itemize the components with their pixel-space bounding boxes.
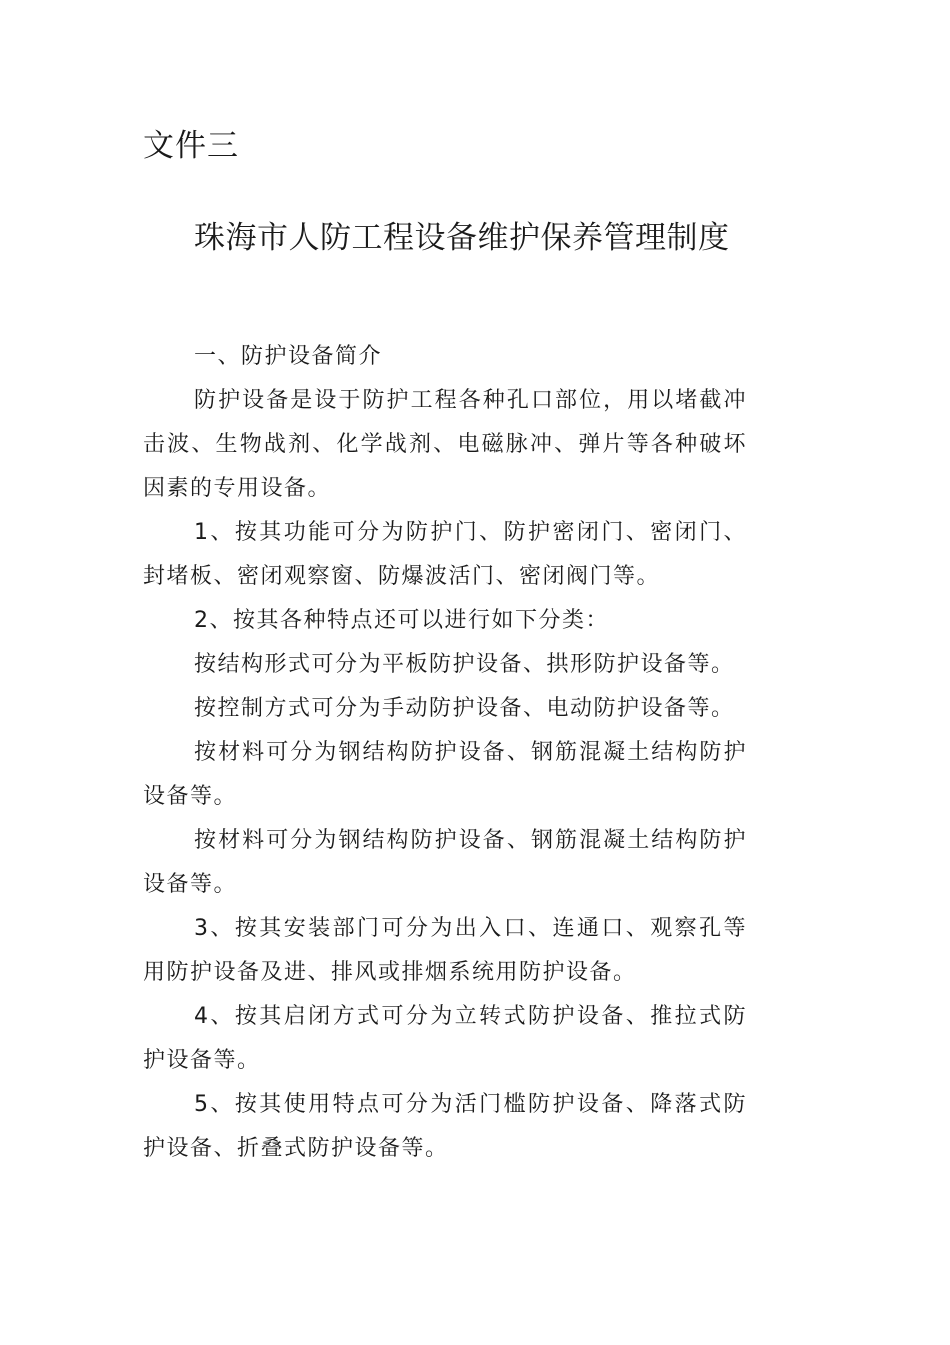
document-label: 文件三	[143, 128, 239, 164]
paragraph: 1、按其功能可分为防护门、防护密闭门、密闭门、封堵板、密闭观察窗、防爆波活门、密闭阀门等。	[143, 520, 747, 589]
paragraph: 按材料可分为钢结构防护设备、钢筋混凝土结构防护设备等。	[143, 740, 747, 809]
paragraph: 2、按其各种特点还可以进行如下分类：	[194, 608, 609, 633]
paragraph: 5、按其使用特点可分为活门槛防护设备、降落式防护设备、折叠式防护设备等。	[143, 1092, 747, 1161]
paragraph: 防护设备是设于防护工程各种孔口部位，用以堵截冲击波、生物战剂、化学战剂、电磁脉冲、弹片等各种破坏因素的专用设备。	[143, 388, 747, 501]
paragraph: 3、按其安装部门可分为出入口、连通口、观察孔等用防护设备及进、排风或排烟系统用防护设备。	[143, 916, 747, 985]
paragraph: 4、按其启闭方式可分为立转式防护设备、推拉式防护设备等。	[143, 1004, 747, 1073]
paragraph: 按材料可分为钢结构防护设备、钢筋混凝土结构防护设备等。	[143, 828, 747, 897]
document-body	[143, 335, 747, 1171]
section-heading: 一、防护设备简介	[194, 344, 383, 369]
document-title: 珠海市人防工程设备维护保养管理制度	[194, 220, 730, 256]
paragraph: 按结构形式可分为平板防护设备、拱形防护设备等。	[194, 652, 735, 677]
paragraph: 按控制方式可分为手动防护设备、电动防护设备等。	[194, 696, 735, 721]
